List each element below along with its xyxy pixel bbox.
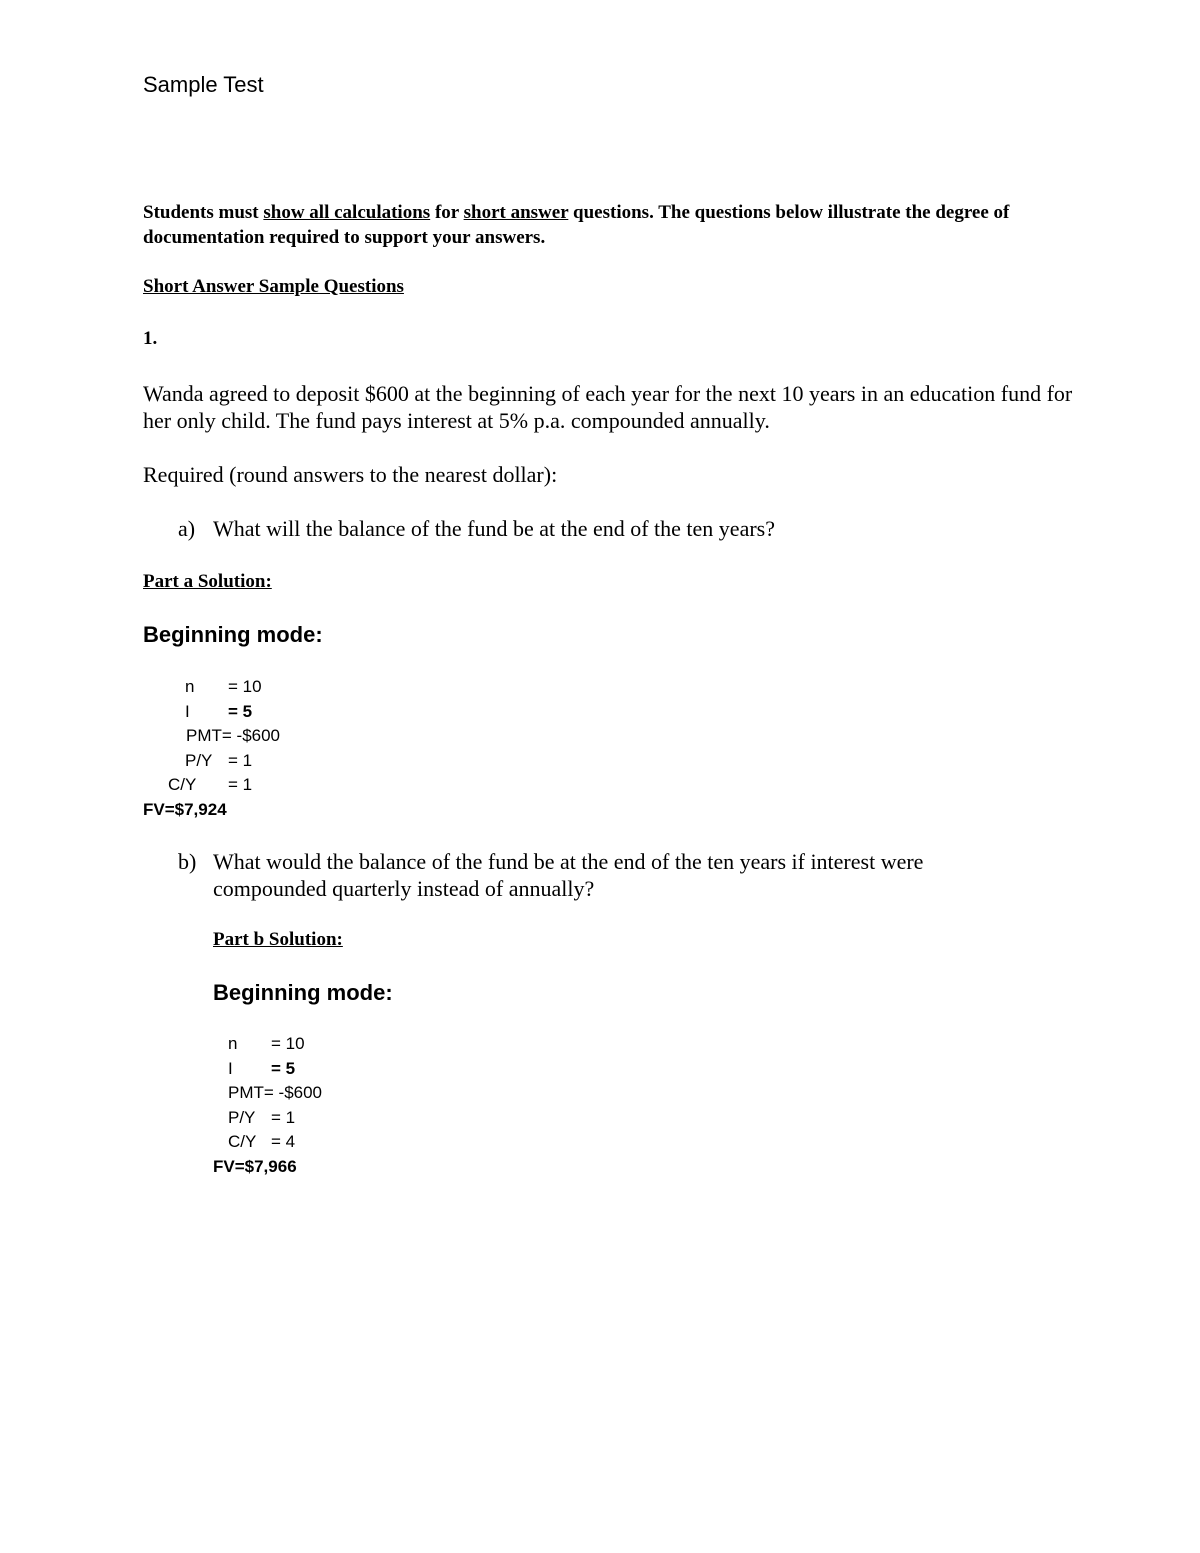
calc-row-py: [143, 749, 280, 774]
calc-row-pmt: [213, 1081, 322, 1106]
calc-value-n: = 10: [228, 677, 262, 696]
calc-key-i: I: [185, 701, 190, 721]
calc-value-n: = 10: [271, 1034, 305, 1053]
calc-row-i: [213, 1057, 322, 1082]
question-part-a: [178, 516, 775, 542]
calc-row-cy: [213, 1130, 322, 1155]
instructions-text-3: questions. The questions below illustrate the degree of documentation required to support your answers.: [143, 202, 1010, 248]
part-b-line-1: [178, 848, 923, 875]
calc-row-i: [143, 700, 280, 725]
calc-key-py: P/Y: [228, 1107, 256, 1127]
instructions-emphasis-short-answer: short answer: [463, 202, 569, 223]
calc-row-n: [143, 675, 280, 700]
calc-value-i: = 5: [228, 701, 253, 721]
calc-value-py: = 1: [228, 750, 253, 770]
instructions-text-2: for: [430, 202, 464, 223]
part-a-label: a): [178, 516, 196, 541]
calc-key-i: I: [228, 1058, 233, 1078]
calc-pmt: PMT= -$600: [186, 726, 281, 746]
instructions-text-1: Students must: [143, 202, 264, 223]
part-b-solution-heading: Part b Solution:: [213, 929, 343, 950]
calc-fv: FV=$7,924: [143, 799, 227, 819]
calc-row-cy: [143, 773, 280, 798]
part-b-mode-heading: Beginning mode:: [213, 980, 393, 1005]
instructions-emphasis-calculations: show all calculations: [263, 202, 431, 223]
instructions-paragraph: [143, 200, 1073, 250]
calc-value-py: = 1: [271, 1107, 296, 1127]
part-a-text: What will the balance of the fund be at the end of the ten years?: [213, 516, 775, 541]
calc-fv: FV=$7,966: [213, 1156, 297, 1176]
calc-row-fv: [213, 1155, 322, 1180]
part-a-solution-heading: Part a Solution:: [143, 571, 272, 592]
question-number: 1.: [143, 328, 158, 349]
part-b-text-2: compounded quarterly instead of annually?: [213, 876, 595, 901]
calc-key-n: n: [228, 1034, 238, 1053]
part-b-label: b): [178, 849, 197, 874]
question-body: Wanda agreed to deposit $600 at the beginning of each year for the next 10 years in an education fund for her only child. The fund pays interest at 5% p.a. compounded annually.: [143, 381, 1073, 433]
part-b-calculation: [213, 1032, 322, 1180]
calc-value-i: = 5: [271, 1058, 296, 1078]
part-a-calculation: [143, 675, 280, 823]
calc-row-py: [213, 1106, 322, 1131]
required-instruction: Required (round answers to the nearest dollar):: [143, 462, 558, 487]
calc-key-py: P/Y: [185, 750, 213, 770]
calc-row-n: [213, 1032, 322, 1057]
calc-key-cy: C/Y: [228, 1132, 257, 1152]
page-header-title: Sample Test: [143, 72, 264, 97]
calc-row-pmt: [143, 724, 280, 749]
part-a-mode-heading: Beginning mode:: [143, 622, 323, 647]
question-part-b: [178, 848, 923, 902]
calc-key-cy: C/Y: [168, 775, 197, 795]
calc-value-cy: = 4: [271, 1132, 296, 1152]
calc-pmt: PMT= -$600: [228, 1083, 323, 1103]
calc-row-fv: [143, 798, 280, 823]
section-heading: Short Answer Sample Questions: [143, 276, 404, 297]
calc-key-n: n: [185, 677, 195, 696]
part-b-text-1: What would the balance of the fund be at the end of the ten years if interest were: [213, 849, 924, 874]
calc-value-cy: = 1: [228, 775, 253, 795]
